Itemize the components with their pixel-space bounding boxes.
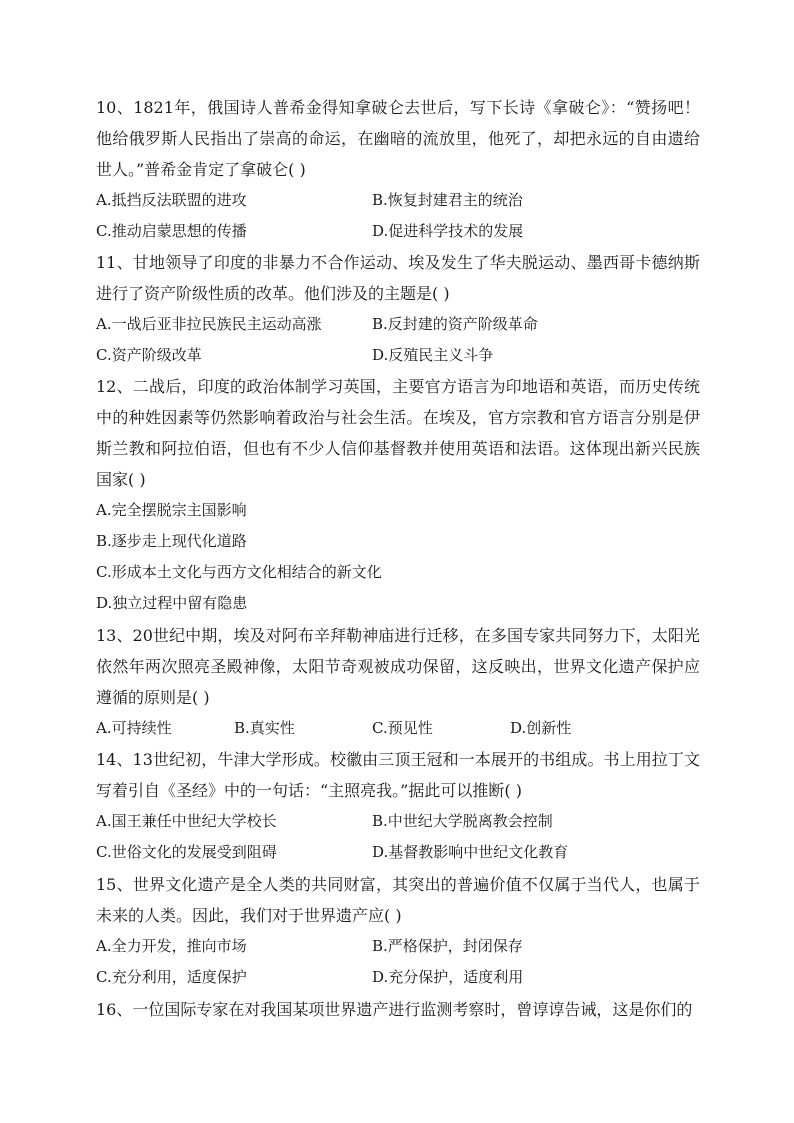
- option-d[interactable]: D.创新性: [510, 719, 572, 737]
- option-a[interactable]: A.完全摆脱宗主国影响: [96, 501, 247, 519]
- options-row: [96, 526, 700, 557]
- option-d[interactable]: D.充分保护，适度利用: [372, 968, 524, 986]
- options-row: [96, 340, 700, 371]
- option-b[interactable]: B.中世纪大学脱离教会控制: [372, 812, 553, 830]
- question-13: [96, 620, 700, 744]
- options-row: [96, 495, 700, 526]
- question-stem: 15、世界文化遗产是全人类的共同财富，其突出的普遍价值不仅属于当代人，也属于未来的人类。因此，我们对于世界遗产应( ): [96, 875, 700, 925]
- question-stem: 13、20世纪中期，埃及对阿布辛拜勒神庙进行迁移，在多国专家共同努力下，太阳光依然年两次照亮圣殿神像，太阳节奇观被成功保留，这反映出，世界文化遗产保护应遵循的原则是( ): [96, 626, 700, 707]
- option-b[interactable]: B.恢复封建君主的统治: [372, 191, 523, 209]
- option-d[interactable]: D.基督教影响中世纪文化教育: [372, 843, 569, 861]
- question-12: [96, 371, 700, 619]
- option-b[interactable]: B.逐步走上现代化道路: [96, 532, 247, 550]
- option-c[interactable]: C.充分利用，适度保护: [96, 968, 247, 986]
- question-15: [96, 869, 700, 993]
- option-c[interactable]: C.资产阶级改革: [96, 346, 202, 364]
- option-c[interactable]: C.形成本土文化与西方文化相结合的新文化: [96, 563, 382, 581]
- options-row: [96, 931, 700, 962]
- options-row: [96, 309, 700, 340]
- options-row: [96, 557, 700, 588]
- question-11: [96, 247, 700, 371]
- option-a[interactable]: A.全力开发，推向市场: [96, 937, 247, 955]
- options-row: [96, 962, 700, 993]
- options-row: [96, 588, 700, 619]
- option-b[interactable]: B.真实性: [234, 719, 295, 737]
- question-stem: 12、二战后，印度的政治体制学习英国，主要官方语言为印地语和英语，而历史传统中的种姓因素等仍然影响着政治与社会生活。在埃及，官方宗教和官方语言分别是伊斯兰教和阿拉伯语，但也有不少人信仰基督教并使用英语和法语。这体现出新兴民族国家( ): [96, 377, 700, 489]
- options-row: [96, 216, 700, 247]
- option-a[interactable]: A.国王兼任中世纪大学校长: [96, 812, 277, 830]
- options-row: [96, 713, 700, 744]
- options-row: [96, 806, 700, 837]
- option-b[interactable]: B.反封建的资产阶级革命: [372, 315, 538, 333]
- options-row: [96, 837, 700, 868]
- question-16: [96, 994, 700, 1025]
- option-c[interactable]: C.世俗文化的发展受到阻碍: [96, 843, 277, 861]
- question-stem: 14、13世纪初，牛津大学形成。校徽由三顶王冠和一本展开的书组成。书上用拉丁文写着引自《圣经》中的一句话：“主照亮我。”据此可以推断( ): [96, 750, 700, 800]
- question-stem: 16、一位国际专家在对我国某项世界遗产进行监测考察时，曾谆谆告诫，这是你们的: [96, 1000, 693, 1019]
- option-a[interactable]: A.抵挡反法联盟的进攻: [96, 191, 247, 209]
- option-b[interactable]: B.严格保护，封闭保存: [372, 937, 523, 955]
- option-c[interactable]: C.推动启蒙思想的传播: [96, 222, 247, 240]
- option-c[interactable]: C.预见性: [372, 719, 433, 737]
- question-stem: 10、1821年，俄国诗人普希金得知拿破仑去世后，写下长诗《拿破仑》：“赞扬吧！他给俄罗斯人民指出了崇高的命运，在幽暗的流放里，他死了，却把永远的自由遗给世人。”普希金肯定了拿破仑( ): [96, 98, 700, 179]
- question-14: [96, 744, 700, 868]
- option-d[interactable]: D.反殖民主义斗争: [372, 346, 494, 364]
- question-10: [96, 92, 700, 247]
- option-a[interactable]: A.可持续性: [96, 719, 172, 737]
- option-a[interactable]: A.一战后亚非拉民族民主运动高涨: [96, 315, 322, 333]
- options-row: [96, 185, 700, 216]
- option-d[interactable]: D.独立过程中留有隐患: [96, 594, 248, 612]
- question-stem: 11、甘地领导了印度的非暴力不合作运动、埃及发生了华夫脱运动、墨西哥卡德纳斯进行了资产阶级性质的改革。他们涉及的主题是( ): [96, 253, 700, 303]
- option-d[interactable]: D.促进科学技术的发展: [372, 222, 524, 240]
